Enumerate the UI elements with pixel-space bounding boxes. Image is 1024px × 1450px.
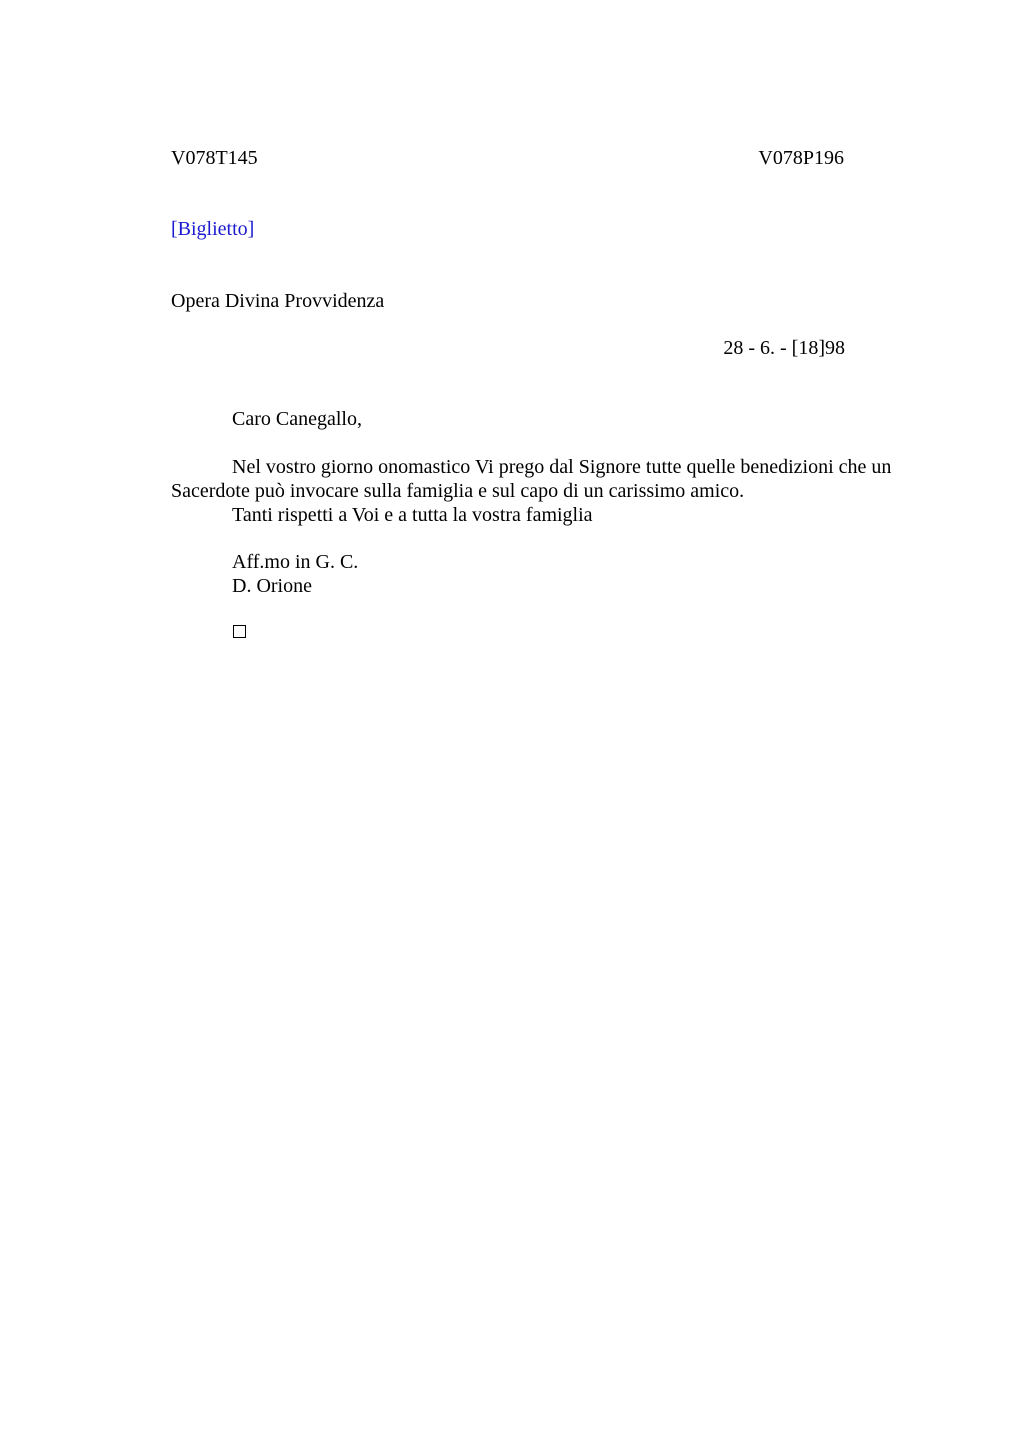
document-code-right: V078P196 <box>758 147 844 169</box>
letter-signature: D. Orione <box>232 575 312 597</box>
letter-salutation: Caro Canegallo, <box>232 408 362 430</box>
document-code-left: V078T145 <box>171 147 258 169</box>
end-of-document-box-icon <box>233 625 246 638</box>
document-type-label: [Biglietto] <box>171 218 255 240</box>
letter-closing: Aff.mo in G. C. <box>232 551 359 573</box>
letter-body-paragraph: Tanti rispetti a Voi e a tutta la vostra famiglia <box>232 504 593 526</box>
letter-date: 28 - 6. - [18]98 <box>723 337 845 359</box>
letter-body-paragraph: Nel vostro giorno onomastico Vi prego dal Signore tutte quelle benedizioni che un Sacerdote può invocare sulla famiglia e sul capo di un carissimo amico. <box>171 456 892 502</box>
organization-heading: Opera Divina Provvidenza <box>171 290 385 312</box>
